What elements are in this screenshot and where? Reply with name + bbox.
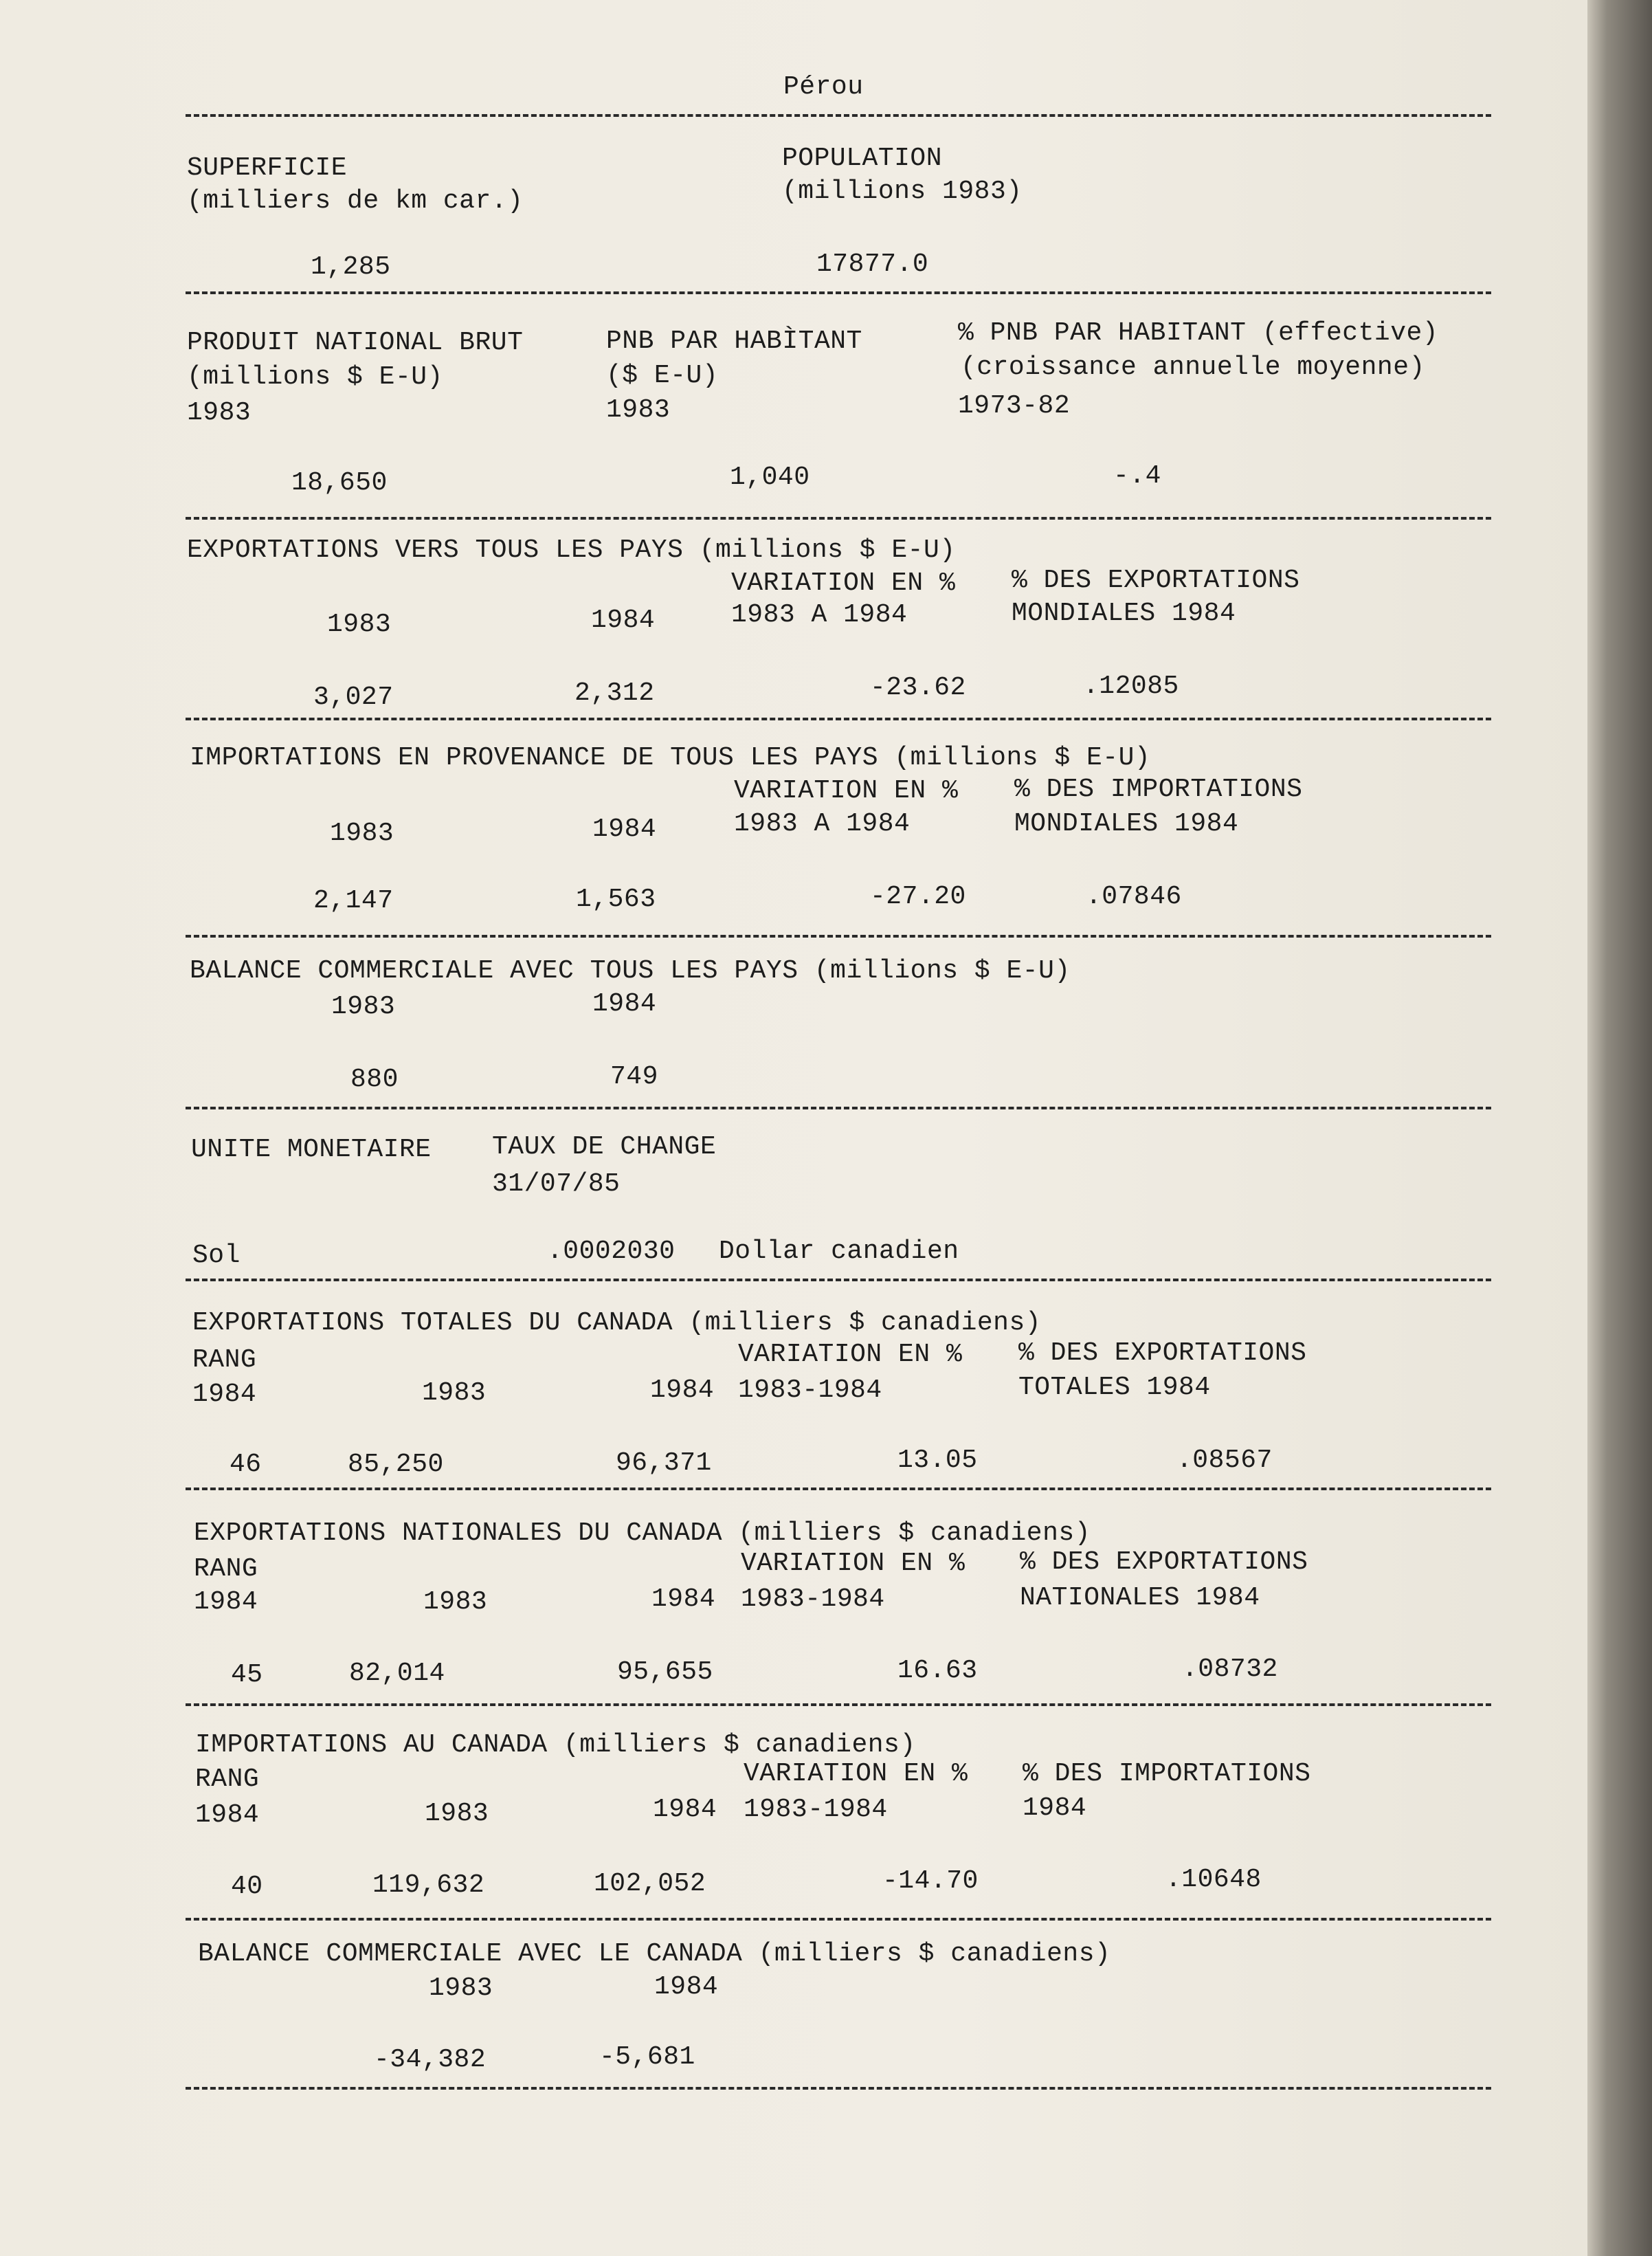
exports-total-rang-label: RANG	[192, 1345, 257, 1375]
exports-total-variation-period: 1983-1984	[738, 1375, 882, 1405]
imports-all-heading: IMPORTATIONS EN PROVENANCE DE TOUS LES PAYS (millions $ E-U)	[190, 743, 1151, 773]
balance-all-year-1984: 1984	[592, 989, 657, 1019]
divider	[186, 1107, 1491, 1109]
pnb-year-label: 1983	[187, 398, 252, 428]
pnb-hab-label: PNB PAR HABÌTANT	[606, 327, 862, 356]
exports-all-pct-sublabel: MONDIALES 1984	[1012, 599, 1236, 628]
imports-canada-rang-label: RANG	[195, 1765, 260, 1794]
pnb-value: 18,650	[291, 468, 388, 498]
exports-total-pct-sublabel: TOTALES 1984	[1018, 1373, 1211, 1402]
superficie-unit-label: (milliers de km car.)	[187, 186, 524, 216]
population-label: POPULATION	[782, 144, 943, 173]
exports-all-pct-value: .12085	[1083, 672, 1179, 701]
divider	[186, 2087, 1491, 2090]
exports-all-variation-value: -23.62	[870, 673, 966, 703]
population-unit-label: (millions 1983)	[782, 177, 1023, 206]
imports-all-variation-value: -27.20	[870, 882, 966, 911]
pnb-hab-year-label: 1983	[606, 395, 671, 425]
exports-total-year-1984: 1984	[650, 1375, 715, 1405]
pnb-unit-label: (millions $ E-U)	[187, 362, 443, 392]
pnb-hab-value: 1,040	[730, 463, 810, 492]
page-title: Pérou	[783, 72, 864, 102]
exports-total-value-1984: 96,371	[616, 1448, 712, 1478]
exports-national-pct-value: .08732	[1182, 1655, 1278, 1684]
imports-canada-value-1983: 119,632	[372, 1870, 485, 1900]
exports-all-variation-period: 1983 A 1984	[731, 600, 908, 630]
divider	[186, 1703, 1491, 1706]
exports-national-variation-period: 1983-1984	[741, 1584, 885, 1614]
balance-canada-value-1983: -34,382	[374, 2045, 487, 2075]
exchange-rate-label: TAUX DE CHANGE	[492, 1132, 717, 1162]
exports-total-pct-value: .08567	[1176, 1446, 1273, 1475]
balance-canada-year-1984: 1984	[654, 1972, 719, 2002]
imports-canada-rang-year: 1984	[195, 1800, 260, 1830]
imports-all-pct-label: % DES IMPORTATIONS	[1014, 775, 1303, 804]
superficie-label: SUPERFICIE	[187, 153, 348, 183]
exports-total-variation-value: 13.05	[897, 1446, 978, 1475]
pnb-pct-sublabel: (croissance annuelle moyenne)	[961, 353, 1425, 382]
divider	[186, 291, 1491, 294]
imports-all-year-1984: 1984	[592, 815, 657, 844]
population-value: 17877.0	[816, 250, 929, 279]
balance-canada-year-1983: 1983	[429, 1973, 493, 2003]
exports-all-year-1984: 1984	[591, 606, 656, 635]
exports-total-heading: EXPORTATIONS TOTALES DU CANADA (milliers $ canadiens)	[192, 1308, 1042, 1338]
exports-total-value-1983: 85,250	[348, 1450, 444, 1479]
imports-canada-pct-sublabel: 1984	[1023, 1793, 1087, 1823]
balance-canada-heading: BALANCE COMMERCIALE AVEC LE CANADA (milliers $ canadiens)	[198, 1939, 1111, 1969]
exports-national-pct-label: % DES EXPORTATIONS	[1020, 1547, 1308, 1577]
imports-canada-year-1984: 1984	[653, 1795, 717, 1824]
exports-national-rang-label: RANG	[194, 1554, 258, 1584]
imports-all-pct-value: .07846	[1086, 882, 1182, 911]
divider	[186, 718, 1491, 720]
exports-national-heading: EXPORTATIONS NATIONALES DU CANADA (milliers $ canadiens)	[194, 1518, 1091, 1548]
imports-canada-heading: IMPORTATIONS AU CANADA (milliers $ canadiens)	[195, 1730, 916, 1760]
page-edge-shadow	[1587, 0, 1652, 2256]
imports-canada-rank: 40	[231, 1872, 263, 1901]
imports-all-pct-sublabel: MONDIALES 1984	[1014, 809, 1239, 839]
exports-all-value-1984: 2,312	[574, 678, 655, 708]
currency-unit-label: UNITE MONETAIRE	[191, 1135, 432, 1164]
balance-canada-value-1984: -5,681	[599, 2042, 695, 2072]
imports-all-variation-label: VARIATION EN %	[734, 776, 959, 806]
exports-all-value-1983: 3,027	[313, 683, 394, 712]
balance-all-value-1984: 749	[610, 1062, 658, 1092]
exports-national-rang-year: 1984	[194, 1587, 258, 1617]
pnb-pct-label: % PNB PAR HABITANT (effective)	[958, 318, 1439, 348]
exports-national-year-1984: 1984	[651, 1584, 716, 1614]
exports-total-year-1983: 1983	[422, 1378, 487, 1408]
superficie-value: 1,285	[311, 252, 391, 282]
exports-total-pct-label: % DES EXPORTATIONS	[1018, 1338, 1307, 1368]
pnb-pct-period-label: 1973-82	[958, 391, 1071, 421]
imports-all-value-1983: 2,147	[313, 886, 394, 916]
balance-all-year-1983: 1983	[331, 992, 396, 1021]
imports-all-value-1984: 1,563	[576, 885, 656, 914]
imports-all-year-1983: 1983	[330, 819, 394, 848]
exports-all-heading: EXPORTATIONS VERS TOUS LES PAYS (millions $ E-U)	[187, 535, 956, 565]
imports-canada-pct-label: % DES IMPORTATIONS	[1023, 1759, 1311, 1789]
divider	[186, 114, 1491, 117]
exchange-rate-date: 31/07/85	[492, 1169, 621, 1199]
exports-national-value-1984: 95,655	[617, 1657, 713, 1687]
imports-canada-variation-value: -14.70	[882, 1866, 979, 1896]
imports-canada-variation-label: VARIATION EN %	[744, 1759, 968, 1789]
divider	[186, 1918, 1491, 1921]
divider	[186, 1488, 1491, 1490]
divider	[186, 517, 1491, 520]
exchange-rate-currency: Dollar canadien	[719, 1237, 959, 1266]
exports-national-variation-label: VARIATION EN %	[741, 1549, 965, 1578]
exports-total-variation-label: VARIATION EN %	[738, 1340, 963, 1369]
currency-unit-value: Sol	[192, 1241, 241, 1270]
exports-all-variation-label: VARIATION EN %	[731, 568, 956, 598]
pnb-label: PRODUIT NATIONAL BRUT	[187, 328, 524, 357]
exports-national-variation-value: 16.63	[897, 1656, 978, 1685]
divider	[186, 1279, 1491, 1281]
imports-canada-variation-period: 1983-1984	[744, 1795, 888, 1824]
exports-national-year-1983: 1983	[423, 1587, 488, 1617]
exports-total-rank: 46	[230, 1450, 262, 1479]
balance-all-heading: BALANCE COMMERCIALE AVEC TOUS LES PAYS (millions $ E-U)	[190, 956, 1071, 986]
balance-all-value-1983: 880	[350, 1065, 399, 1094]
exchange-rate-value: .0002030	[547, 1237, 676, 1266]
exports-total-rang-year: 1984	[192, 1380, 257, 1409]
pnb-pct-value: -.4	[1113, 461, 1161, 491]
imports-canada-year-1983: 1983	[425, 1799, 489, 1828]
imports-all-variation-period: 1983 A 1984	[734, 809, 911, 839]
imports-canada-value-1984: 102,052	[594, 1869, 706, 1899]
exports-national-rank: 45	[231, 1660, 263, 1690]
exports-national-pct-sublabel: NATIONALES 1984	[1020, 1583, 1260, 1613]
exports-all-pct-label: % DES EXPORTATIONS	[1012, 566, 1300, 595]
pnb-hab-unit-label: ($ E-U)	[606, 361, 719, 390]
imports-canada-pct-value: .10648	[1165, 1865, 1262, 1894]
exports-national-value-1983: 82,014	[349, 1659, 445, 1688]
divider	[186, 935, 1491, 938]
exports-all-year-1983: 1983	[327, 610, 392, 639]
